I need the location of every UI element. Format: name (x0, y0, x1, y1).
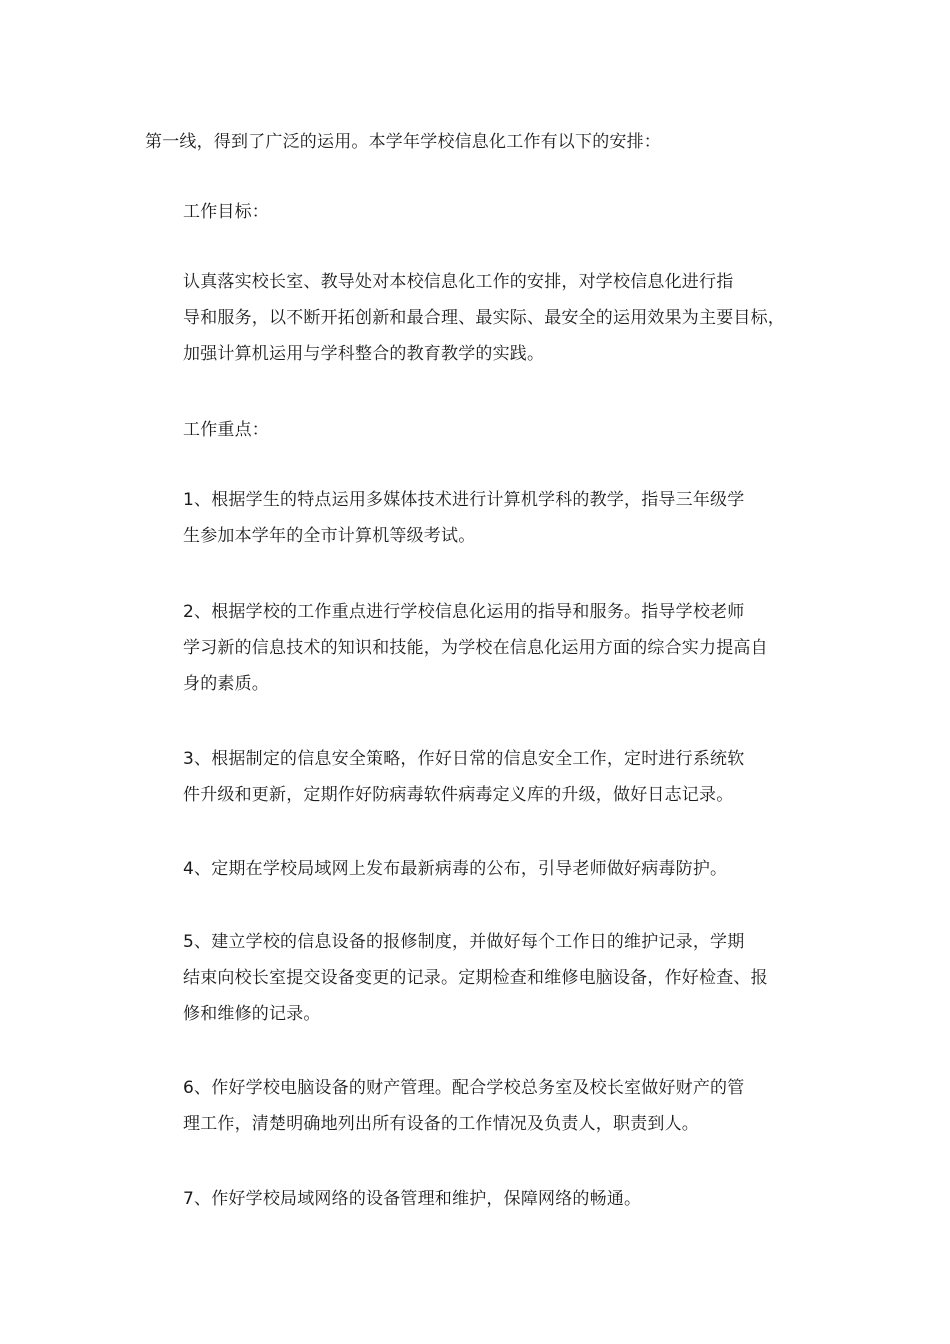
text-line: 认真落实校长室、教导处对本校信息化工作的安排，对学校信息化进行指 (183, 272, 734, 292)
text-line: 加强计算机运用与学科整合的教育教学的实践。 (183, 344, 545, 364)
text-line: 学习新的信息技术的知识和技能，为学校在信息化运用方面的综合实力提高自 (183, 638, 768, 658)
text-line: 4、定期在学校局域网上发布最新病毒的公布，引导老师做好病毒防护。 (183, 859, 728, 879)
text-line: 导和服务，以不断开拓创新和最合理、最实际、最安全的运用效果为主要目标， (183, 308, 785, 328)
list-item-6 (145, 1070, 815, 1142)
list-item-2 (145, 594, 815, 702)
heading-work-goals (145, 194, 815, 230)
text-line: 工作重点： (183, 420, 269, 440)
text-line: 3、根据制定的信息安全策略，作好日常的信息安全工作，定时进行系统软 (183, 749, 745, 769)
text-line: 件升级和更新，定期作好防病毒软件病毒定义库的升级，做好日志记录。 (183, 785, 734, 805)
text-line: 结束向校长室提交设备变更的记录。定期检查和维修电脑设备，作好检查、报 (183, 968, 768, 988)
text-line: 修和维修的记录。 (183, 1004, 321, 1024)
list-item-3 (145, 741, 815, 813)
text-line: 理工作，清楚明确地列出所有设备的工作情况及负责人，职责到人。 (183, 1114, 699, 1134)
list-item-4 (145, 851, 815, 887)
heading-work-focus (145, 412, 815, 448)
text-line: 7、作好学校局域网络的设备管理和维护，保障网络的畅通。 (183, 1189, 642, 1209)
text-line: 身的素质。 (183, 674, 269, 694)
text-line: 5、建立学校的信息设备的报修制度，并做好每个工作日的维护记录，学期 (183, 932, 745, 952)
text-line: 2、根据学校的工作重点进行学校信息化运用的指导和服务。指导学校老师 (183, 602, 745, 622)
text-line: 工作目标： (183, 202, 269, 222)
list-item-5 (145, 924, 815, 1032)
text-line: 第一线，得到了广泛的运用。本学年学校信息化工作有以下的安排： (145, 132, 661, 152)
text-line: 生参加本学年的全市计算机等级考试。 (183, 526, 476, 546)
text-line: 1、根据学生的特点运用多媒体技术进行计算机学科的教学，指导三年级学 (183, 490, 745, 510)
paragraph-intro-continuation (145, 124, 815, 160)
list-item-1 (145, 482, 815, 554)
text-line: 6、作好学校电脑设备的财产管理。配合学校总务室及校长室做好财产的管 (183, 1078, 745, 1098)
paragraph-work-goals (145, 264, 815, 372)
list-item-7 (145, 1181, 815, 1217)
